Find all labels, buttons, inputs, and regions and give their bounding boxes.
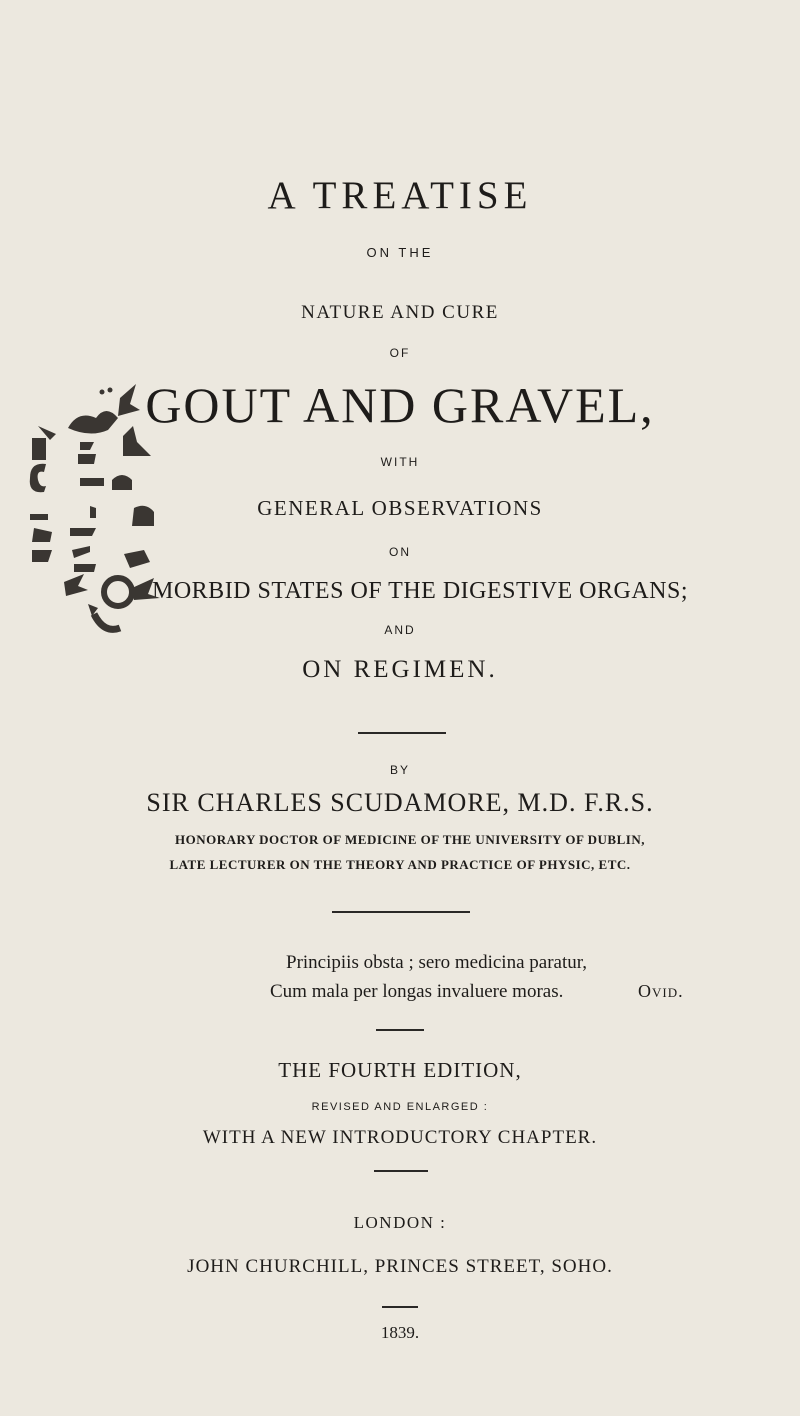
year-text: 1839. <box>380 1323 420 1342</box>
author-credential-1: HONORARY DOCTOR OF MEDICINE OF THE UNIVERSITY OF DUBLIN, <box>175 832 645 847</box>
divider-rule-4 <box>374 1170 428 1172</box>
epigraph-attribution: Ovid. <box>638 981 684 1001</box>
general-observations-text: GENERAL OBSERVATIONS <box>257 496 543 520</box>
new-chapter-text: WITH A NEW INTRODUCTORY CHAPTER. <box>202 1127 598 1148</box>
epigraph-line-1: Principiis obsta ; sero medicina paratur, <box>286 952 588 973</box>
nature-and-cure-text: NATURE AND CURE <box>301 302 499 323</box>
subject-title: GOUT AND GRAVEL, <box>145 377 655 433</box>
with-text: WITH <box>380 455 420 469</box>
divider-rule-5 <box>382 1306 418 1308</box>
epigraph-line-2: Cum mala per longas invaluere moras. <box>270 981 564 1002</box>
on-regimen-text: ON REGIMEN. <box>302 656 498 683</box>
author-name: SIR CHARLES SCUDAMORE, M.D. F.R.S. <box>146 788 654 817</box>
place-text: LONDON : <box>353 1213 447 1232</box>
edition-text: THE FOURTH EDITION, <box>278 1058 522 1082</box>
of-text: OF <box>389 346 411 360</box>
divider-rule-2 <box>332 911 470 913</box>
on-text: ON <box>389 545 411 559</box>
on-the-text: ON THE <box>366 245 434 260</box>
book-title: A TREATISE <box>267 174 533 217</box>
divider-rule-3 <box>376 1029 424 1031</box>
by-text: BY <box>389 763 410 777</box>
author-credential-2: LATE LECTURER ON THE THEORY AND PRACTICE OF PHYSIC, ETC. <box>169 857 631 872</box>
morbid-states-text: MORBID STATES OF THE DIGESTIVE ORGANS; <box>152 578 688 604</box>
divider-rule-1 <box>358 732 446 734</box>
and-text: AND <box>384 623 416 637</box>
revised-text: REVISED AND ENLARGED : <box>311 1101 489 1113</box>
library-stamp-icon <box>28 378 208 638</box>
publisher-text: JOHN CHURCHILL, PRINCES STREET, SOHO. <box>187 1256 613 1277</box>
